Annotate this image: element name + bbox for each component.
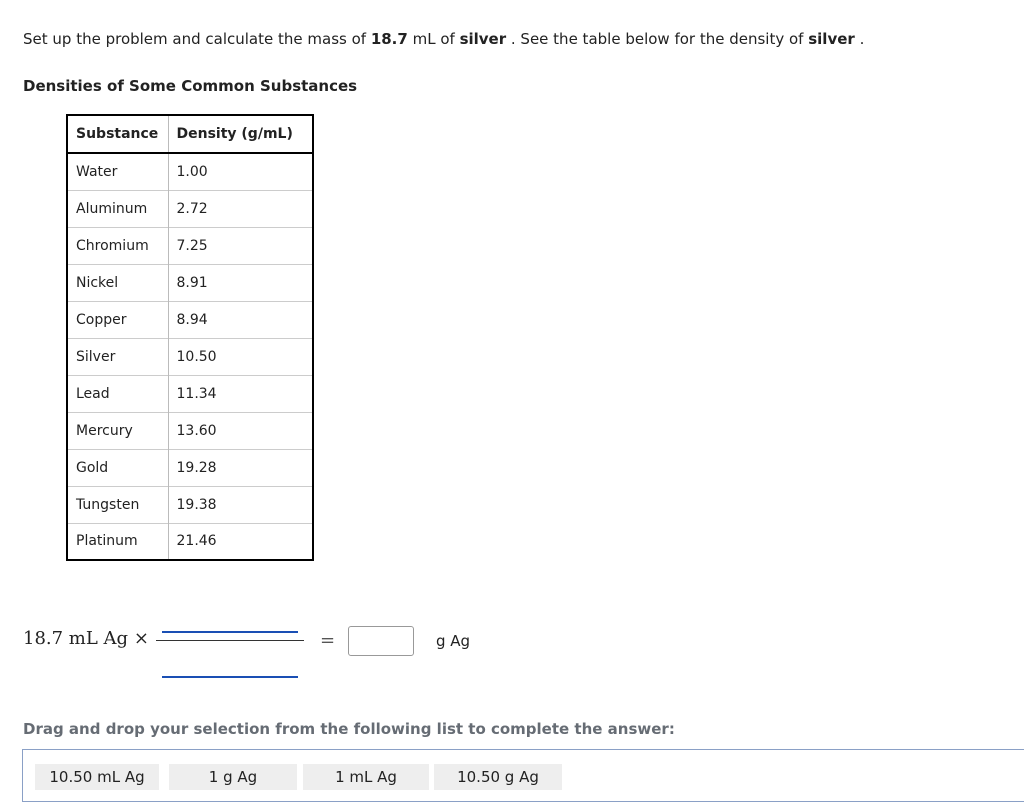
table-row	[67, 412, 313, 449]
choice-chip-1-g-ag[interactable]: 1 g Ag	[169, 764, 297, 790]
cell-density: 10.50	[168, 338, 313, 375]
cell-density: 2.72	[168, 190, 313, 227]
table-title: Densities of Some Common Substances	[23, 77, 358, 95]
table-row	[67, 449, 313, 486]
numerator-drop-zone[interactable]	[162, 631, 298, 633]
cell-substance: Aluminum	[67, 190, 168, 227]
cell-density: 8.91	[168, 264, 313, 301]
cell-substance: Platinum	[67, 523, 168, 560]
cell-substance: Nickel	[67, 264, 168, 301]
table-row	[67, 190, 313, 227]
answer-unit: g Ag	[436, 632, 471, 650]
cell-density: 19.28	[168, 449, 313, 486]
prompt-text-3: . See the table below for the density of	[506, 30, 809, 48]
header-density: Density (g/mL)	[168, 115, 313, 153]
denominator-drop-zone[interactable]	[162, 676, 298, 678]
cell-substance: Lead	[67, 375, 168, 412]
problem-prompt	[23, 29, 864, 49]
cell-density: 13.60	[168, 412, 313, 449]
prompt-text-1: Set up the problem and calculate the mass of	[23, 30, 371, 48]
cell-density: 19.38	[168, 486, 313, 523]
prompt-substance-2: silver	[808, 30, 855, 48]
table-row	[67, 264, 313, 301]
cell-density: 7.25	[168, 227, 313, 264]
cell-density: 21.46	[168, 523, 313, 560]
choice-chip-1-ml-ag[interactable]: 1 mL Ag	[303, 764, 429, 790]
cell-substance: Gold	[67, 449, 168, 486]
table-row	[67, 227, 313, 264]
table-row	[67, 375, 313, 412]
prompt-text-2: mL of	[407, 30, 460, 48]
cell-substance: Mercury	[67, 412, 168, 449]
cell-substance: Water	[67, 153, 168, 190]
cell-substance: Silver	[67, 338, 168, 375]
cell-density: 1.00	[176, 163, 208, 180]
density-table	[66, 114, 314, 561]
prompt-substance: silver	[459, 30, 507, 48]
table-row	[67, 301, 313, 338]
cell-density: 11.34	[168, 375, 313, 412]
choice-panel	[22, 749, 1024, 802]
equation-given	[23, 628, 149, 649]
table-row	[67, 486, 313, 523]
times-symbol: ×	[133, 628, 149, 649]
header-substance: Substance	[67, 115, 168, 153]
prompt-text-4: .	[854, 30, 865, 48]
table-row	[67, 523, 313, 560]
equals-sign: =	[320, 630, 336, 651]
cell-substance: Chromium	[67, 227, 168, 264]
answer-input[interactable]	[348, 626, 414, 656]
cell-substance: Tungsten	[67, 486, 168, 523]
table-header-row	[67, 115, 313, 153]
drag-instruction: Drag and drop your selection from the following list to complete the answer:	[23, 720, 675, 738]
table-row	[67, 338, 313, 375]
given-quantity: 18.7 mL Ag	[23, 628, 129, 649]
cell-substance: Copper	[67, 301, 168, 338]
choice-chip-10-50-ml-ag[interactable]: 10.50 mL Ag	[35, 764, 159, 790]
choice-chip-10-50-g-ag[interactable]: 10.50 g Ag	[434, 764, 562, 790]
fraction-bar	[156, 640, 304, 641]
table-row	[67, 153, 313, 190]
cell-density: 8.94	[168, 301, 313, 338]
prompt-volume: 18.7	[370, 30, 408, 48]
